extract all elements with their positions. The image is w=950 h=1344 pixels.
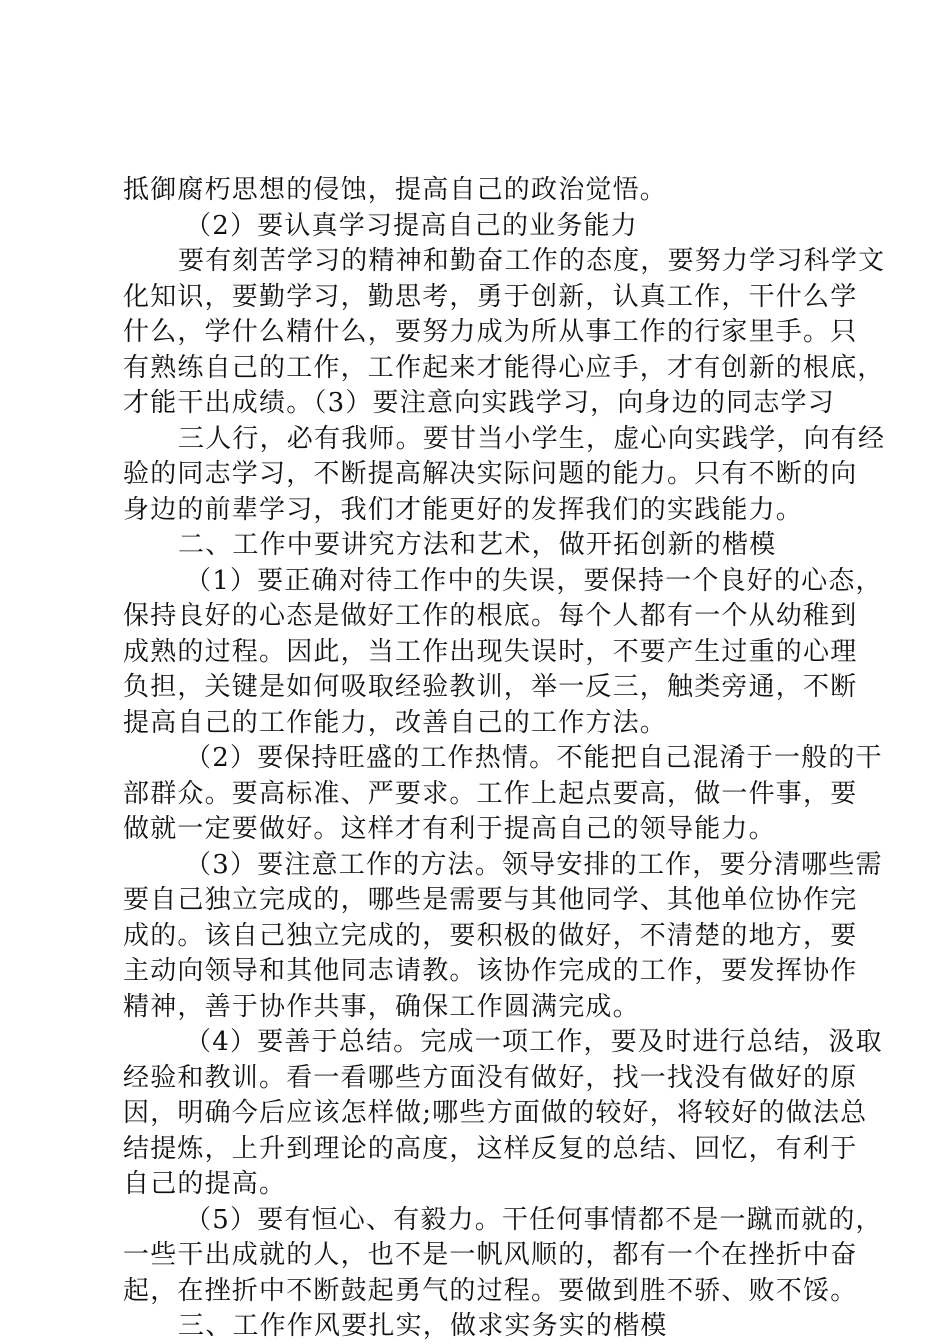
text-line: 三人行，必有我师。要甘当小学生，虚心向实践学，向有经 — [178, 423, 886, 454]
section-heading: 三、工作作风要扎实，做求实务实的楷模 — [178, 1311, 668, 1341]
text-line: 经验和教训。看一看哪些方面没有做好，找一找没有做好的原 — [123, 1062, 858, 1093]
text-line: 做就一定要做好。这样才有利于提高自己的领导能力。 — [123, 814, 776, 844]
text-line: 结提炼，上升到理论的高度，这样反复的总结、回忆，有利于 — [123, 1133, 858, 1164]
text-line: （5）要有恒心、有毅力。干任何事情都不是一蹴而就的， — [185, 1204, 883, 1235]
text-line: 才能干出成绩。（3）要注意向实践学习，向身边的同志学习 — [123, 388, 835, 418]
text-line: 精神，善于协作共事，确保工作圆满完成。 — [123, 991, 640, 1022]
text-line: 化知识，要勤学习，勤思考，勇于创新，认真工作，干什么学 — [123, 281, 858, 312]
text-line: 什么，学什么精什么，要努力成为所从事工作的行家里手。只 — [123, 317, 858, 347]
text-line: 自己的提高。 — [123, 1169, 287, 1199]
text-line: （2）要保持旺盛的工作热情。不能把自己混淆于一般的干 — [185, 743, 883, 773]
text-line: 有熟练自己的工作，工作起来才能得心应手，才有创新的根底， — [123, 352, 885, 383]
text-line: 一些干出成就的人，也不是一帆风顺的，都有一个在挫折中奋 — [123, 1240, 858, 1270]
text-line: 成熟的过程。因此，当工作出现失误时，不要产生过重的心理 — [123, 636, 858, 667]
text-line: 保持良好的心态是做好工作的根底。每个人都有一个从幼稚到 — [123, 601, 858, 631]
section-heading: 二、工作中要讲究方法和艺术，做开拓创新的楷模 — [178, 530, 777, 560]
text-line: （3）要注意工作的方法。领导安排的工作，要分清哪些需 — [185, 849, 883, 880]
text-line: 身边的前辈学习，我们才能更好的发挥我们的实践能力。 — [123, 494, 804, 525]
text-line: （4）要善于总结。完成一项工作，要及时进行总结，汲取 — [185, 1027, 883, 1057]
text-line: 起，在挫折中不断鼓起勇气的过程。要做到胜不骄、败不馁。 — [123, 1275, 858, 1306]
text-line: 抵御腐朽思想的侵蚀，提高自己的政治觉悟。 — [123, 175, 668, 205]
text-line: 主动向领导和其他同志请教。该协作完成的工作，要发挥协作 — [123, 956, 858, 986]
text-line: 因，明确今后应该怎样做;哪些方面做的较好，将较好的做法总 — [123, 1098, 868, 1128]
text-line: 成的。该自己独立完成的，要积极的做好，不清楚的地方，要 — [123, 920, 858, 951]
text-line: （1）要正确对待工作中的失误，要保持一个良好的心态， — [185, 565, 883, 596]
text-line: 部群众。要高标准、严要求。工作上起点要高，做一件事，要 — [123, 778, 858, 809]
text-line: 负担，关键是如何吸取经验教训，举一反三，触类旁通，不断 — [123, 672, 858, 702]
text-line: 要有刻苦学习的精神和勤奋工作的态度，要努力学习科学文 — [178, 246, 886, 276]
text-line: 验的同志学习，不断提高解决实际问题的能力。只有不断的向 — [123, 459, 858, 489]
text-line: 要自己独立完成的，哪些是需要与其他同学、其他单位协作完 — [123, 885, 858, 915]
text-line: 提高自己的工作能力，改善自己的工作方法。 — [123, 707, 668, 738]
text-line: （2）要认真学习提高自己的业务能力 — [185, 210, 638, 241]
